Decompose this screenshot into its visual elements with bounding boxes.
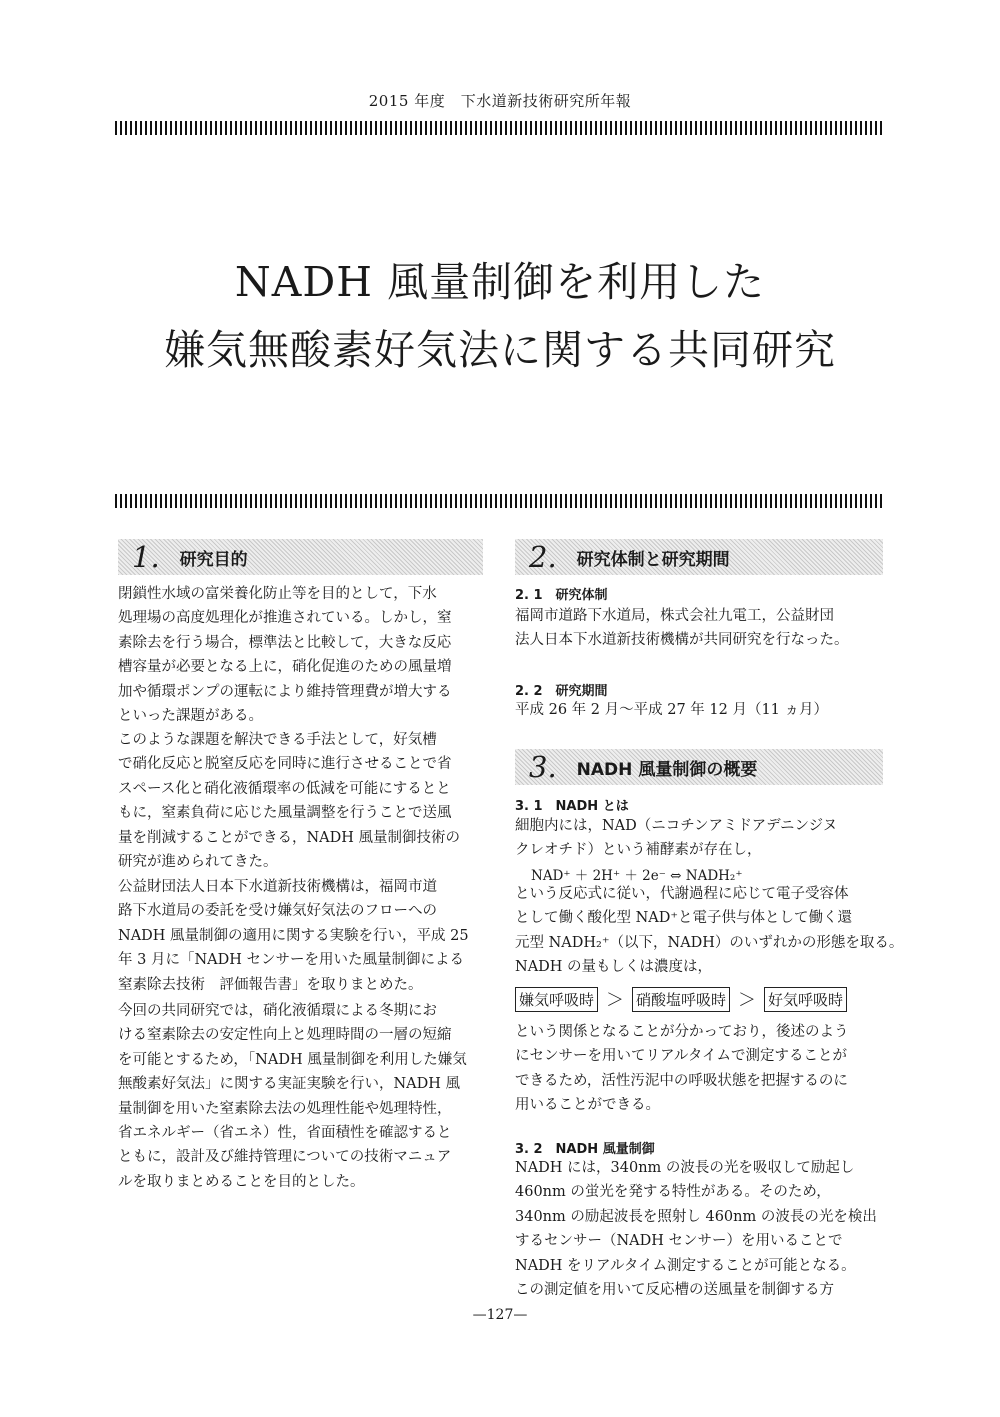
title-divider (115, 494, 885, 508)
text-line: スペース化と硝化液循環率の低減を可能にするとと (118, 780, 451, 797)
text-line: 路下水道局の委託を受け嫌気好気法のフローへの (118, 903, 437, 920)
text-line: ける窒素除去の安定性向上と処理時間の一層の短縮 (118, 1027, 452, 1044)
text-line: 年 3 月に「NADH センサーを用いた風量制御による (118, 952, 464, 969)
subsection-3-1-closing (515, 1020, 849, 1118)
text-line: 法人日本下水道新技術機構が共同研究を行なった。 (515, 632, 849, 649)
text-line: として働く酸化型 NAD⁺と電子供与体として働く還 (515, 910, 853, 927)
anaerobic-respiration-box: 嫌気呼吸時 (515, 987, 598, 1012)
text-line: NADH には，340nm の波長の光を吸収して励起し (515, 1160, 855, 1176)
text-line: 閉鎖性水域の富栄養化防止等を目的として，下水 (118, 586, 437, 602)
section-1-heading (118, 539, 483, 575)
text-line: NADH 風量制御の適用に関する実験を行い，平成 25 (118, 927, 469, 944)
text-line: 研究が進められてきた。 (118, 854, 278, 871)
text-line: ルを取りまとめることを目的とした。 (118, 1173, 365, 1190)
subsection-3-2-heading: 3. 2 NADH 風量制御 (515, 1142, 655, 1157)
text-line: 元型 NADH₂⁺（以下，NADH）のいずれかの形態を取る。 (515, 934, 904, 951)
section-1-paragraph (118, 999, 467, 1194)
section-2-title: 研究体制と研究期間 (576, 549, 730, 570)
text-line: NADH の量もしくは濃度は， (515, 959, 713, 976)
subsection-2-2-heading: 2. 2 研究期間 (515, 684, 608, 699)
text-line: 平成 26 年 2 月～平成 27 年 12 月（11 ヵ月） (515, 702, 829, 718)
text-line: 細胞内には，NAD（ニコチンアミドアデニンジヌ (515, 818, 838, 834)
text-line: という関係となることが分かっており，後述のよう (515, 1024, 849, 1040)
text-line: 無酸素好気法」に関する実証実験を行い，NADH 風 (118, 1076, 461, 1093)
text-line: 素除去を行う場合，標準法と比較して，大きな反応 (118, 634, 452, 651)
text-line: 窒素除去技術 評価報告書」を取りまとめた。 (118, 976, 423, 993)
text-line: にセンサーを用いてリアルタイムで測定することが (515, 1048, 848, 1065)
section-1-paragraph (118, 875, 469, 997)
text-line: クレオチド）という補酵素が存在し， (515, 842, 762, 859)
section-1-paragraph (118, 728, 460, 874)
section-3-heading (515, 749, 883, 785)
text-line: するセンサー（NADH センサー）を用いることで (515, 1233, 843, 1250)
nitrate-respiration-box: 硝酸塩呼吸時 (632, 987, 730, 1012)
text-line: といった課題がある。 (118, 708, 263, 725)
text-line: 340nm の励起波長を照射し 460nm の波長の光を検出 (515, 1208, 877, 1225)
subsection-3-1-heading: 3. 1 NADH とは (515, 799, 629, 814)
subsection-3-1-intro (515, 814, 837, 863)
section-3-number: 3. (529, 750, 557, 784)
text-line: できるため，活性汚泥中の呼吸状態を把握するのに (515, 1072, 848, 1089)
section-1-paragraph (118, 582, 452, 728)
title-line-1: NADH 風量制御を利用した (234, 258, 766, 306)
section-2-heading (515, 539, 883, 575)
text-line: 用いることができる。 (515, 1097, 660, 1114)
text-line: 今回の共同研究では，硝化液循環による冬期にお (118, 1003, 437, 1019)
text-line: NADH をリアルタイム測定することが可能となる。 (515, 1257, 856, 1274)
subsection-2-1-heading: 2. 1 研究体制 (515, 588, 608, 603)
text-line: 加や循環ポンプの運転により維持管理費が増大する (118, 683, 452, 700)
reaction-formula: NAD⁺ ＋ 2H⁺ ＋ 2e⁻ ⇔ NADH₂⁺ (531, 868, 743, 884)
subsection-3-2-text (515, 1156, 877, 1302)
text-line: 量を削減することができる，NADH 風量制御技術の (118, 829, 461, 846)
text-line: を可能とするため，「NADH 風量制御を利用した嫌気 (118, 1051, 467, 1068)
top-divider (115, 121, 885, 135)
text-line: 460nm の蛍光を発する特性がある。そのため， (515, 1184, 831, 1201)
section-2-number: 2. (529, 540, 557, 574)
subsection-2-2-text (515, 698, 828, 722)
aerobic-respiration-box: 好気呼吸時 (764, 987, 847, 1012)
text-line: 量制御を用いた窒素除去法の処理性能や処理特性， (118, 1100, 452, 1117)
greater-than-sign: ＞ (606, 990, 625, 1011)
text-line: 省エネルギー（省エネ）性，省面積性を確認すると (118, 1125, 452, 1142)
text-line: もに，窒素負荷に応じた風量調整を行うことで送風 (118, 805, 452, 822)
text-line: で硝化反応と脱窒反応を同時に進行させることで省 (118, 756, 452, 773)
running-header: 2015 年度 下水道新技術研究所年報 (368, 92, 632, 110)
text-line: ともに，設計及び維持管理についての技術マニュア (118, 1149, 452, 1166)
subsection-2-1-text (515, 604, 849, 653)
section-1-title: 研究目的 (179, 549, 248, 570)
title-line-2: 嫌気無酸素好気法に関する共同研究 (164, 326, 836, 374)
text-line: 福岡市道路下水道局，株式会社九電工，公益財団 (515, 608, 834, 624)
text-line: という反応式に従い，代謝過程に応じて電子受容体 (515, 886, 849, 902)
section-3-title: NADH 風量制御の概要 (576, 759, 758, 780)
nadh-relation (515, 986, 847, 1012)
text-line: 処理場の高度処理化が推進されている。しかし，窒 (118, 610, 452, 627)
page-number: —127— (472, 1307, 528, 1323)
text-line: 公益財団法人日本下水道新技術機構は，福岡市道 (118, 879, 437, 895)
text-line: このような課題を解決できる手法として，好気槽 (118, 732, 437, 748)
text-line: 槽容量が必要となる上に，硝化促進のための風量増 (118, 659, 452, 676)
greater-than-sign: ＞ (738, 990, 757, 1011)
subsection-3-1-body (515, 882, 903, 980)
text-line: この測定値を用いて反応槽の送風量を制御する方 (515, 1282, 834, 1299)
section-1-number: 1. (132, 540, 160, 574)
